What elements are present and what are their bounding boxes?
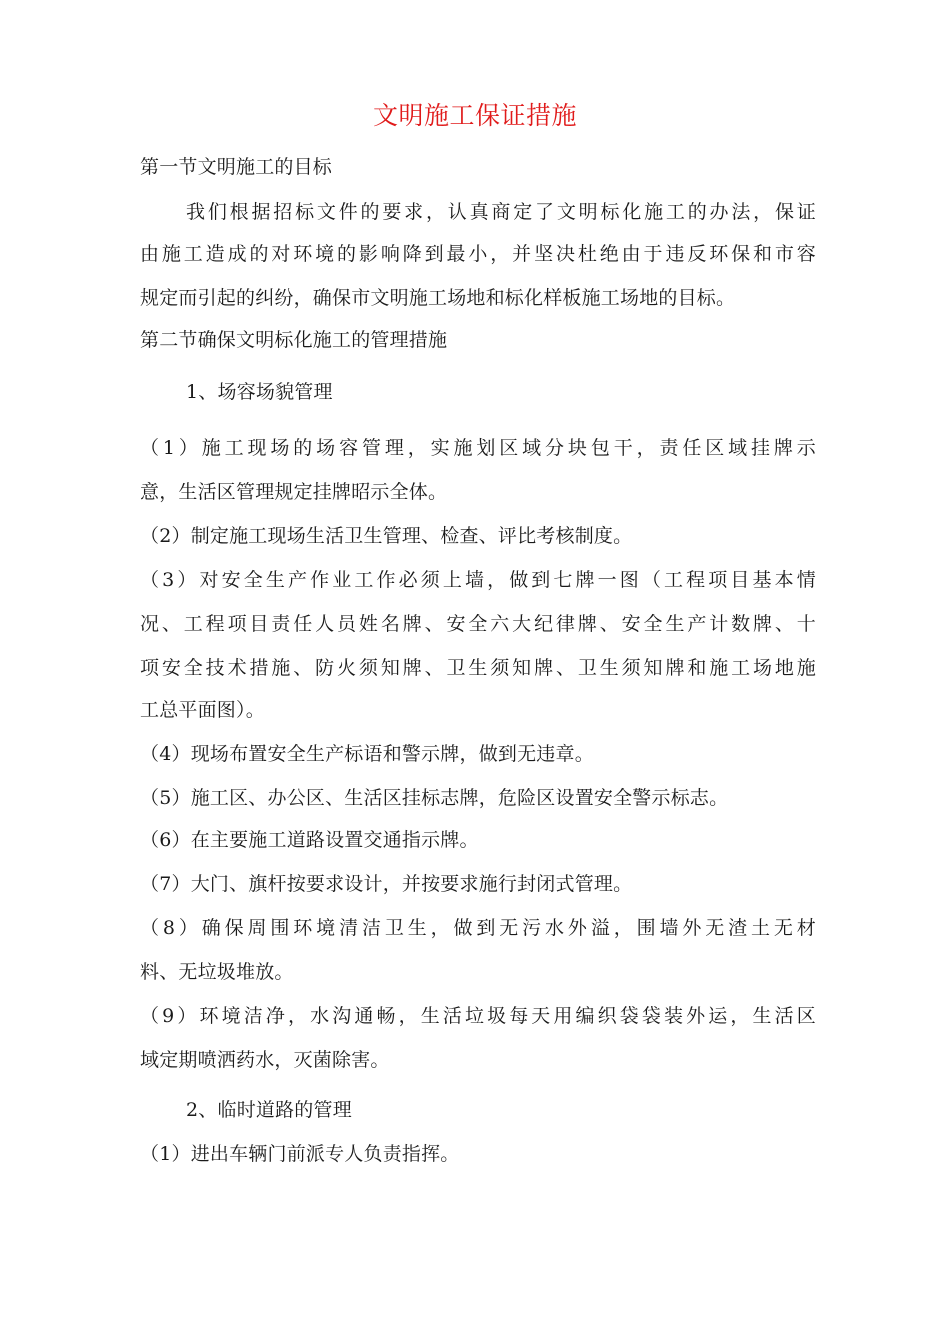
list-item-line: 域定期喷洒药水，灭菌除害。 bbox=[140, 1049, 390, 1071]
section-1-paragraph-line-1: 我们根据招标文件的要求，认真商定了文明标化施工的办法，保证 bbox=[186, 201, 816, 223]
list-item-line: （9）环境洁净，水沟通畅，生活垃圾每天用编织袋袋装外运，生活区 bbox=[140, 1005, 816, 1027]
list-item-line: 料、无垃圾堆放。 bbox=[140, 961, 294, 983]
section-1-paragraph-line-2: 由施工造成的对环境的影响降到最小，并坚决杜绝由于违反环保和市容 bbox=[140, 243, 816, 265]
list-item-line: （3）对安全生产作业工作必须上墙，做到七牌一图（工程项目基本情 bbox=[140, 569, 816, 591]
list-item-line: （1）进出车辆门前派专人负责指挥。 bbox=[140, 1143, 460, 1165]
list-item-line: （5）施工区、办公区、生活区挂标志牌，危险区设置安全警示标志。 bbox=[140, 787, 729, 809]
list-item-line: （8）确保周围环境清洁卫生，做到无污水外溢，围墙外无渣土无材 bbox=[140, 917, 816, 939]
section-1-paragraph-line-3: 规定而引起的纠纷，确保市文明施工场地和标化样板施工场地的目标。 bbox=[140, 287, 736, 309]
list-item-line: 况、工程项目责任人员姓名牌、安全六大纪律牌、安全生产计数牌、十 bbox=[140, 613, 816, 635]
subsection-heading-1: 1、场容场貌管理 bbox=[186, 381, 333, 403]
list-item-line: （6）在主要施工道路设置交通指示牌。 bbox=[140, 829, 479, 851]
section-heading-1: 第一节文明施工的目标 bbox=[140, 156, 333, 178]
document-title: 文明施工保证措施 bbox=[372, 101, 577, 130]
subsection-heading-2: 2、临时道路的管理 bbox=[186, 1099, 352, 1121]
section-heading-2: 第二节确保文明标化施工的管理措施 bbox=[140, 329, 448, 351]
list-item-line: （1）施工现场的场容管理，实施划区域分块包干，责任区域挂牌示 bbox=[140, 437, 816, 459]
list-item-line: （2）制定施工现场生活卫生管理、检查、评比考核制度。 bbox=[140, 525, 633, 547]
list-item-line: （7）大门、旗杆按要求设计，并按要求施行封闭式管理。 bbox=[140, 873, 633, 895]
list-item-line: 意，生活区管理规定挂牌昭示全体。 bbox=[140, 481, 448, 503]
list-item-line: 工总平面图）。 bbox=[140, 699, 265, 721]
list-item-line: （4）现场布置安全生产标语和警示牌，做到无违章。 bbox=[140, 743, 594, 765]
list-item-line: 项安全技术措施、防火须知牌、卫生须知牌、卫生须知牌和施工场地施 bbox=[140, 657, 816, 679]
